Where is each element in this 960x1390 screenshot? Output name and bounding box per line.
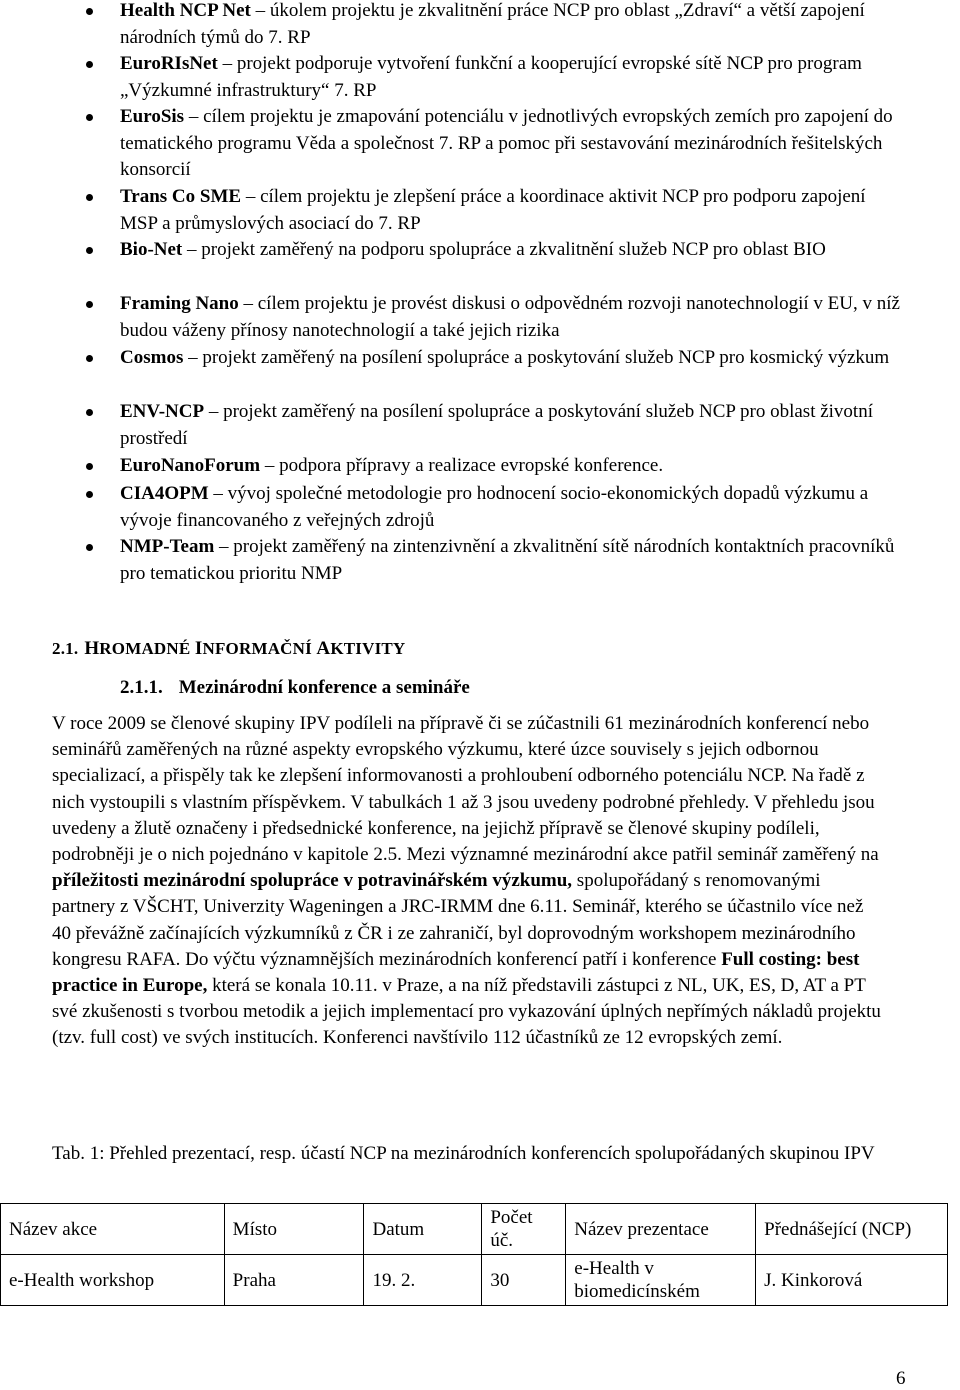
- body-paragraph: [52, 711, 882, 1052]
- section-title-part: ROMADNÉ: [99, 639, 195, 658]
- paragraph-text: která se konala 10.11. v Praze, a na níž představili zástupci z NL, UK, ES, D, AT a PT své zkušenosti s tvorbou metodik a jejich implementací pro vykazování úplných nepřímých nákladů projektu (tzv. full cost) ve svých institucích. Konferenci navštívilo 112 účastníků ze 12 evropských zemí.: [52, 975, 881, 1049]
- bullet-name: EuroSis: [120, 106, 185, 127]
- bullet-name: Health NCP Net: [120, 0, 251, 21]
- table-row: [1, 1255, 948, 1306]
- page-number: 6: [896, 1368, 906, 1389]
- bullet-dot-icon: [86, 409, 93, 416]
- bullet-text: – projekt zaměřený na posílení spolupráce a poskytování služeb NCP pro kosmický výzkum: [183, 347, 890, 368]
- table-header-cell: Datum: [364, 1204, 482, 1255]
- subsection-number: 2.1.1.: [120, 677, 163, 698]
- bullet-text: – cílem projektu je zlepšení práce a koordinace aktivit NCP pro podporu zapojení MSP a průmyslových asociací do 7. RP: [120, 186, 866, 234]
- bullet-item: [120, 184, 900, 237]
- bullet-text: – úkolem projektu je zkvalitnění práce NCP pro oblast „Zdraví“ a větší zapojení národních týmů do 7. RP: [120, 0, 865, 48]
- table-cell: 30: [482, 1255, 566, 1306]
- bullet-item: [120, 51, 900, 104]
- table-cell: e-Health v biomedicínském: [566, 1255, 756, 1306]
- paragraph-text: spolupořádaný s renomovanými partnery z VŠCHT, Univerzity Wageningen a JRC-IRMM dne 6.11. Seminář, kterého se účastnilo více než 40 převážně začínajících výzkumníků z ČR i ze zahraničí, byl doprovodným workshopem mezinárodního kongresu RAFA. Do výčtu významnějších mezinárodních konferencí patří i konference: [52, 870, 864, 970]
- section-number: 2.1.: [52, 639, 79, 658]
- bullet-item: [120, 104, 900, 184]
- section-title-part: KTIVITY: [330, 639, 406, 658]
- bullet-dot-icon: [86, 544, 93, 551]
- bullet-item: [120, 345, 900, 372]
- table-cell: Praha: [224, 1255, 364, 1306]
- bullet-item: [120, 453, 900, 480]
- table-cell: J. Kinkorová: [756, 1255, 948, 1306]
- table-header-cell: Místo: [224, 1204, 364, 1255]
- section-heading: [52, 638, 405, 660]
- table-header-cell: Počet úč.: [482, 1204, 566, 1255]
- bullet-dot-icon: [86, 491, 93, 498]
- subsection-title: Mezinárodní konference a semináře: [178, 677, 470, 698]
- bullet-name: CIA4OPM: [120, 483, 209, 504]
- bullet-name: Framing Nano: [120, 293, 239, 314]
- bullet-dot-icon: [86, 355, 93, 362]
- section-title-part: NFORMAČNÍ: [202, 639, 317, 658]
- bullet-text: – projekt zaměřený na podporu spolupráce a zkvalitnění služeb NCP pro oblast BIO: [182, 239, 826, 260]
- paragraph-bold-text: Full costing: best practice in Europe,: [52, 948, 860, 997]
- bullet-name: ENV-NCP: [120, 401, 205, 422]
- table-cell: 19. 2.: [364, 1255, 482, 1306]
- bullet-text: – cílem projektu je zmapování potenciálu v jednotlivých evropských zemích pro zapojení do tematického programu Věda a společnost 7. RP a pomoc při sestavování mezinárodních řešitelských konsorcií: [120, 106, 893, 180]
- bullet-item: [120, 399, 900, 452]
- bullet-name: EuroNanoForum: [120, 455, 261, 476]
- section-title-part: I: [194, 638, 203, 659]
- bullet-item: [120, 237, 900, 264]
- bullet-dot-icon: [86, 8, 93, 15]
- paragraph-bold-text: příležitosti mezinárodní spolupráce v potravinářském výzkumu,: [52, 870, 573, 892]
- bullet-dot-icon: [86, 463, 93, 470]
- bullet-item: [120, 291, 900, 344]
- bullet-name: Bio-Net: [120, 239, 183, 260]
- bullet-dot-icon: [86, 247, 93, 254]
- bullet-text: – projekt zaměřený na zintenzivnění a zkvalitnění sítě národních kontaktních pracovníků pro tematickou prioritu NMP: [120, 536, 895, 584]
- paragraph-text: V roce 2009 se členové skupiny IPV podíleli na přípravě či se zúčastnili 61 mezinárodních konferencí nebo seminářů zaměřených na různé aspekty evropského výzkumu, které úzce souvisely s jejich odbornou specializací, a přispěly tak ke zlepšení informovanosti a prohloubení odborného potenciálu NCP. Na řadě z nich vystoupili s vlastním příspěvkem. V tabulkách 1 až 3 jsou uvedeny podrobné přehledy. V přehledu jsou uvedeny a žlutě označeny i předsednické konference, na jejichž přípravě se členové skupiny podíleli, podrobněji je o nich pojednáno v kapitole 2.5. Mezi významné mezinárodní akce patřil seminář zaměřený na: [52, 713, 879, 866]
- bullet-name: Cosmos: [120, 347, 184, 368]
- bullet-dot-icon: [86, 114, 93, 121]
- presentations-table: [0, 1203, 948, 1306]
- table-header-cell: Název akce: [1, 1204, 225, 1255]
- table-header-cell: Přednášející (NCP): [756, 1204, 948, 1255]
- table-caption: Tab. 1: Přehled prezentací, resp. účastí NCP na mezinárodních konferencích spolupořádaných skupinou IPV: [52, 1143, 875, 1164]
- section-title-part: A: [316, 638, 331, 659]
- bullet-text: – projekt podporuje vytvoření funkční a kooperující evropské sítě NCP pro program „Výzkumné infrastruktury“ 7. RP: [120, 53, 862, 101]
- bullet-dot-icon: [86, 301, 93, 308]
- table-cell: e-Health workshop: [1, 1255, 225, 1306]
- bullet-item: [120, 481, 900, 534]
- bullet-text: – podpora přípravy a realizace evropské konference.: [260, 455, 664, 476]
- bullet-name: NMP-Team: [120, 536, 215, 557]
- bullet-item: [120, 534, 900, 587]
- bullet-text: – projekt zaměřený na posílení spolupráce a poskytování služeb NCP pro oblast životní prostředí: [120, 401, 873, 449]
- bullet-text: – vývoj společné metodologie pro hodnocení socio-ekonomických dopadů výzkumu a vývoje financovaného z veřejných zdrojů: [120, 483, 869, 531]
- bullet-dot-icon: [86, 194, 93, 201]
- subsection-heading: [120, 677, 470, 699]
- section-title-part: H: [84, 638, 100, 659]
- table-header-cell: Název prezentace: [566, 1204, 756, 1255]
- table-header-row: [1, 1204, 948, 1255]
- bullet-text: – cílem projektu je provést diskusi o odpovědném rozvoji nanotechnologií v EU, v níž budou váženy přínosy nanotechnologií a také jejich rizika: [120, 293, 900, 341]
- bullet-name: Trans Co SME: [120, 186, 242, 207]
- bullet-item: [120, 0, 900, 51]
- bullet-name: EuroRIsNet: [120, 53, 218, 74]
- bullet-dot-icon: [86, 61, 93, 68]
